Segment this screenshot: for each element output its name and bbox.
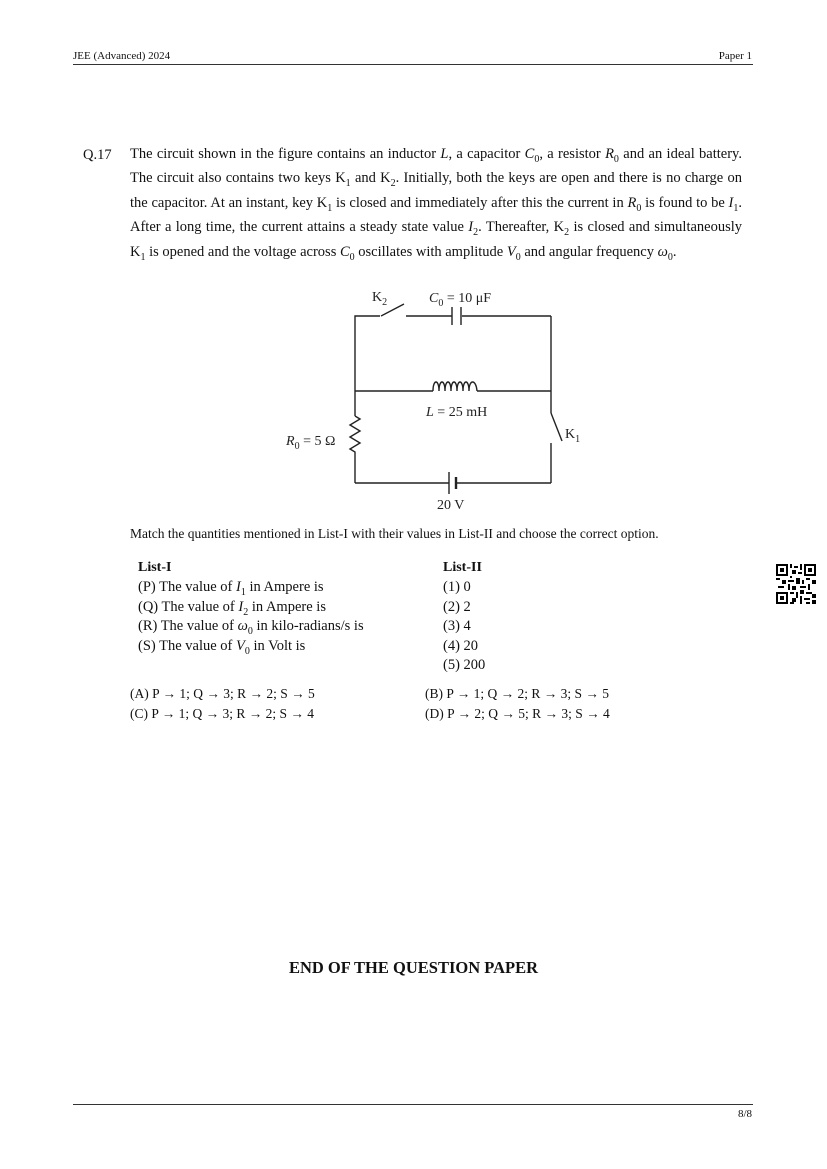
list1-item-s: (S) The value of $V_0$ in Volt is bbox=[138, 637, 306, 657]
top-branch-wire bbox=[355, 304, 551, 391]
resistor-label: $R_0 = 5$ Ω bbox=[286, 434, 336, 452]
list2 bbox=[443, 578, 485, 676]
list1-heading: List-I bbox=[138, 560, 172, 575]
key2-label: $K_2$ bbox=[372, 290, 388, 308]
list2-item-4: (4) 20 bbox=[443, 637, 479, 654]
list2-item-2: (2) 2 bbox=[443, 598, 471, 615]
page-number: 8/8 bbox=[737, 1108, 752, 1120]
option-c[interactable]: (C) P → 1; Q → 3; R → 2; S → 4 bbox=[130, 706, 315, 721]
header-divider bbox=[73, 64, 753, 65]
end-of-paper-text: END OF THE QUESTION PAPER bbox=[288, 958, 539, 977]
question-text: The circuit shown in the figure contains an inductor L, a capacitor $C_0$, a resistor $R_0$ and an ideal battery. The circuit also contains two keys $K_1$ and $K_2$. Initially, both the keys are open and there is no charge on the capacitor. At an instant, key $K_1$ is closed and immediately after this the current in $R_0$ is found to be $I_1$. After a long time, the current attains a steady state value $I_2$. Thereafter, $K_2$ is closed and simultaneously $K_1$ is opened and the voltage across $C_0$ oscillates with amplitude $V_0$ and angular frequency $\omega_0$. bbox=[130, 146, 743, 263]
match-instruction: Match the quantities mentioned in List-I with their values in List-II and choose the correct option. bbox=[130, 526, 659, 541]
question-number: Q.17 bbox=[83, 147, 112, 163]
list2-heading: List-II bbox=[443, 560, 482, 575]
circuit-diagram bbox=[280, 283, 580, 515]
battery-label: 20 V bbox=[437, 498, 465, 513]
list1-item-r: (R) The value of $\omega_0$ in kilo-radians/s is bbox=[138, 618, 364, 637]
inductor-coil bbox=[433, 382, 477, 391]
inductor-label: L = 25 mH bbox=[426, 405, 488, 420]
qr-code-icon bbox=[776, 564, 816, 604]
key1-label: $K_1$ bbox=[565, 427, 580, 445]
exam-title: JEE (Advanced) 2024 bbox=[73, 50, 171, 62]
capacitor-symbol bbox=[452, 307, 461, 325]
key1-switch bbox=[551, 413, 562, 441]
battery-symbol bbox=[449, 472, 456, 494]
capacitor-label: $C_0 = 10$ μF bbox=[429, 291, 492, 309]
option-a[interactable]: (A) P → 1; Q → 3; R → 2; S → 5 bbox=[130, 686, 315, 701]
list1-item-q: (Q) The value of $I_2$ in Ampere is bbox=[138, 598, 326, 618]
paper-label: Paper 1 bbox=[718, 50, 752, 62]
resistor-zigzag bbox=[350, 416, 360, 456]
footer-divider bbox=[73, 1104, 753, 1105]
list1-item-p: (P) The value of $I_1$ in Ampere is bbox=[138, 579, 324, 598]
option-d[interactable]: (D) P → 2; Q → 5; R → 3; S → 4 bbox=[425, 706, 610, 721]
list2-item-5: (5) 200 bbox=[443, 657, 486, 673]
option-b[interactable]: (B) P → 1; Q → 2; R → 3; S → 5 bbox=[425, 686, 610, 701]
list2-item-3: (3) 4 bbox=[443, 618, 471, 634]
list1 bbox=[138, 578, 364, 656]
list2-item-1: (1) 0 bbox=[443, 579, 471, 595]
